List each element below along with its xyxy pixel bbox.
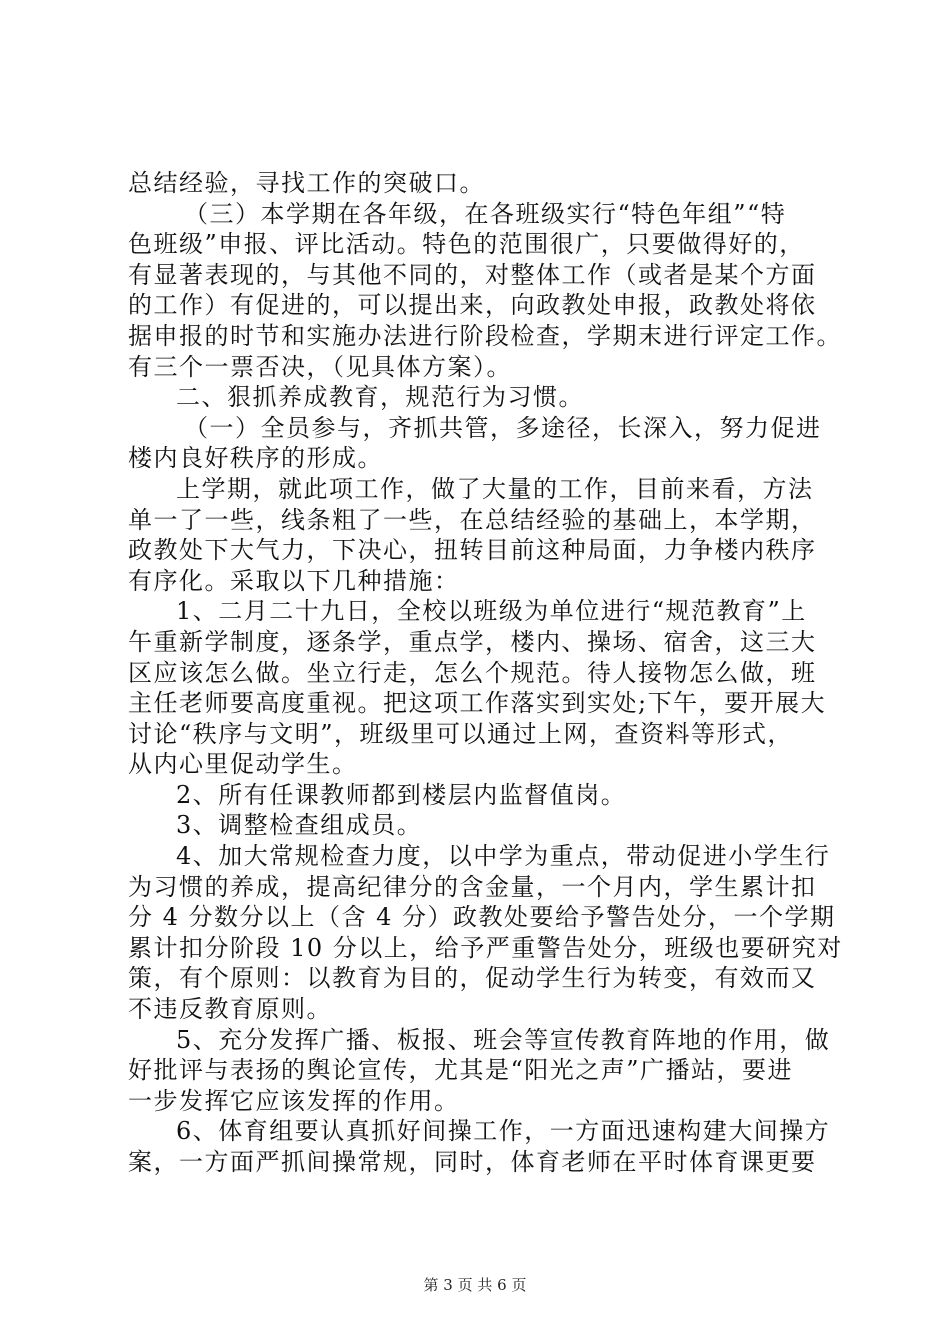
text-line: 1、二月二十九日，全校以班级为单位进行“规范教育”上	[176, 597, 807, 626]
text-line: 午重新学制度，逐条学，重点学，楼内、操场、宿舍，这三大	[128, 627, 817, 656]
text-line: 有序化。采取以下几种措施：	[128, 566, 460, 595]
text-line: 主任老师要高度重视。把这项工作落实到实处;下午，要开展大	[128, 689, 827, 718]
text-line: 案，一方面严抓间操常规，同时，体育老师在平时体育课更要	[128, 1148, 817, 1176]
text-line: 3、调整检查组成员。	[176, 811, 423, 840]
text-line: 区应该怎么做。坐立行走，怎么个规范。待人接物怎么做，班	[128, 658, 817, 687]
text-line: 累计扣分阶段 10 分以上，给予严重警告处分，班级也要研究对	[128, 933, 843, 962]
text-line: （三）本学期在各年级，在各班级实行“特色年组”“特	[184, 199, 787, 228]
text-line: 的工作）有促进的，可以提出来，向政教处申报，政教处将依	[128, 291, 817, 320]
text-line: 单一了一些，线条粗了一些，在总结经验的基础上，本学期，	[128, 505, 817, 534]
text-line: 楼内良好秩序的形成。	[128, 444, 383, 473]
text-line: 从内心里促动学生。	[128, 750, 358, 779]
text-line: 为习惯的养成，提高纪律分的含金量，一个月内，学生累计扣	[128, 872, 817, 901]
page-number-footer: 第 3 页 共 6 页	[423, 1276, 527, 1294]
text-line: 5、充分发挥广播、板报、班会等宣传教育阵地的作用，做	[176, 1025, 831, 1054]
text-line: 政教处下大气力，下决心，扭转目前这种局面，力争楼内秩序	[128, 536, 817, 565]
text-line: 据申报的时节和实施办法进行阶段检查，学期末进行评定工作。	[128, 321, 842, 350]
text-line: 策，有个原则：以教育为目的，促动学生行为转变，有效而又	[128, 964, 817, 993]
text-line: 好批评与表扬的舆论宣传，尤其是“阳光之声”广播站，要进	[128, 1056, 794, 1085]
text-line: 4、加大常规检查力度，以中学为重点，带动促进小学生行	[176, 842, 831, 871]
text-line: 一步发挥它应该发挥的作用。	[128, 1086, 460, 1115]
text-line: 有显著表现的，与其他不同的，对整体工作（或者是某个方面	[128, 260, 817, 289]
text-line: 分 4 分数分以上（含 4 分）政教处要给予警告处分，一个学期	[128, 903, 836, 932]
text-line: 上学期，就此项工作，做了大量的工作，目前来看，方法	[176, 474, 814, 503]
text-line: 2、所有任课教师都到楼层内监督值岗。	[176, 780, 627, 809]
text-line: 有三个一票否决，（见具体方案）。	[128, 352, 512, 381]
text-line: （一）全员参与，齐抓共管，多途径，长深入，努力促进	[184, 413, 822, 442]
text-line: 色班级”申报、评比活动。特色的范围很广，只要做得好的，	[128, 230, 805, 259]
section-heading: 二、狠抓养成教育，规范行为习惯。	[176, 383, 584, 412]
text-line: 不违反教育原则。	[128, 995, 332, 1024]
text-line: 总结经验，寻找工作的突破口。	[128, 169, 485, 197]
document-body	[128, 168, 843, 1178]
text-line: 6、体育组要认真抓好间操工作，一方面迅速构建大间操方	[176, 1117, 831, 1146]
text-line: 讨论“秩序与文明”，班级里可以通过上网，查资料等形式，	[128, 719, 794, 748]
